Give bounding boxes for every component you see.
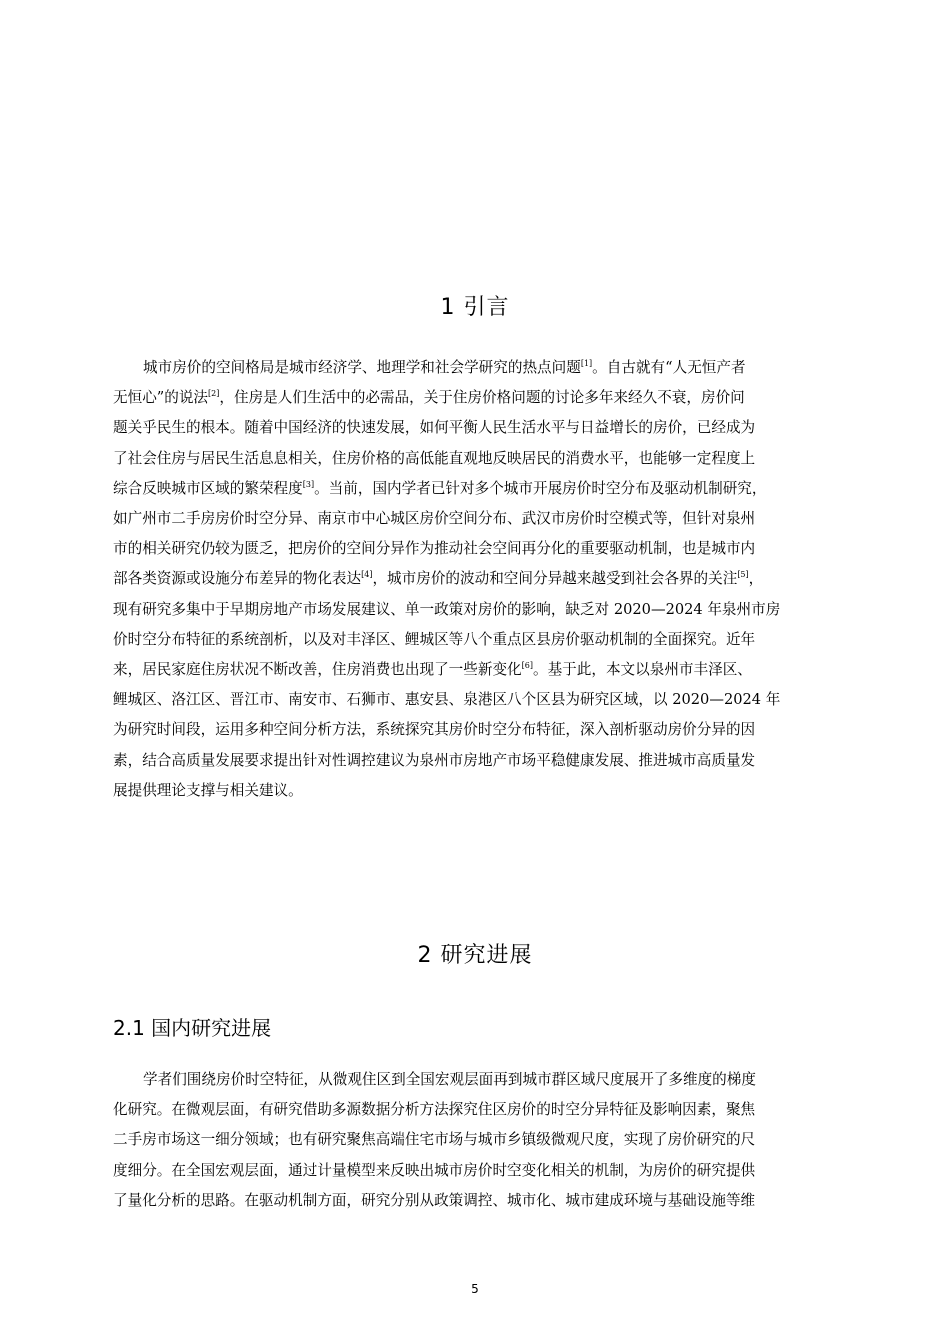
section-2-heading: 2 研究进展 — [417, 943, 533, 968]
text-line — [113, 1186, 865, 1216]
text-line — [113, 1125, 865, 1155]
citation-ref: [4] — [361, 570, 373, 580]
text-run: 部各类资源或设施分布差异的物化表达 — [113, 570, 362, 588]
text-run: 如广州市二手房房价时空分异、南京市中心城区房价空间分布、武汉市房价时空模式等，但针对泉州 — [113, 510, 756, 528]
text-run: 无恒心”的说法 — [113, 389, 209, 407]
text-run: 。基于此，本文以泉州市丰泽区、 — [532, 661, 752, 679]
text-line — [113, 413, 865, 443]
text-run: 了量化分析的思路。在驱动机制方面，研究分别从政策调控、城市化、城市建成环境与基础设施等维 — [113, 1191, 756, 1209]
text-run: 了社会住房与居民生活息息相关，住房价格的高低能直观地反映居民的消费水平，也能够一定程度上 — [113, 449, 756, 467]
text-line — [113, 715, 865, 745]
text-run: 。当前，国内学者已针对多个城市开展房价时空分布及驱动机制研究， — [314, 479, 767, 497]
text-line — [113, 534, 865, 564]
text-run: 来，居民家庭住房状况不断改善，住房消费也出现了一些新变化 — [113, 661, 522, 679]
text-line — [113, 1156, 865, 1186]
section-1-heading: 1 引言 — [440, 295, 510, 320]
text-line — [113, 444, 865, 474]
text-run: 题关乎民生的根本。随着中国经济的快速发展，如何平衡人民生活水平与日益增长的房价，已经成为 — [113, 419, 756, 437]
subsection-2-1-paragraph — [113, 1065, 865, 1216]
page-number: 5 — [471, 1282, 479, 1296]
text-run: 二手房市场这一细分领域；也有研究聚焦高端住宅市场与城市乡镇级微观尺度，实现了房价研究的尺 — [113, 1131, 756, 1149]
text-run: 素，结合高质量发展要求提出针对性调控建议为泉州市房地产市场平稳健康发展、推进城市高质量发 — [113, 751, 756, 769]
text-run: 为研究时间段，运用多种空间分析方法，系统探究其房价时空分布特征，深入剖析驱动房价分异的因 — [113, 721, 756, 739]
text-line — [113, 595, 865, 625]
citation-ref: [3] — [302, 479, 315, 489]
text-line — [113, 655, 865, 685]
text-run: 价时空分布特征的系统剖析，以及对丰泽区、鲤城区等八个重点区县房价驱动机制的全面探究。近年 — [113, 630, 756, 648]
text-run: 现有研究多集中于早期房地产市场发展建议、单一政策对房价的影响，缺乏对 2020—2024 年泉州市房 — [113, 600, 781, 618]
text-line — [113, 474, 865, 504]
section-1-paragraph — [113, 353, 865, 806]
citation-ref: [6] — [521, 661, 533, 671]
text-run: ， — [748, 570, 764, 588]
text-run: 化研究。在微观层面，有研究借助多源数据分析方法探究住区房价的时空分异特征及影响因素，聚焦 — [113, 1101, 756, 1119]
text-run: ，城市房价的波动和空间分异越来越受到社会各界的关注 — [372, 570, 738, 588]
text-run: 展提供理论支撑与相关建议。 — [113, 781, 303, 799]
text-line — [113, 776, 865, 806]
text-run: 综合反映城市区域的繁荣程度 — [113, 479, 303, 497]
citation-ref: [5] — [737, 570, 749, 580]
text-line — [113, 383, 865, 413]
text-line — [113, 353, 865, 383]
text-line — [113, 1095, 865, 1125]
text-run: 城市房价的空间格局是城市经济学、地理学和社会学研究的热点问题 — [143, 359, 581, 376]
text-run: 市的相关研究仍较为匮乏，把房价的空间分异作为推动社会空间再分化的重要驱动机制，也是城市内 — [113, 540, 756, 558]
text-line — [113, 564, 865, 594]
text-line — [113, 625, 865, 655]
citation-ref: [2] — [208, 389, 220, 399]
text-run: ，住房是人们生活中的必需品，关于住房价格问题的讨论多年来经久不衰，房价问 — [219, 389, 745, 407]
text-run: 学者们围绕房价时空特征，从微观住区到全国宏观层面再到城市群区域尺度展开了多维度的梯度 — [143, 1071, 756, 1088]
text-run: 度细分。在全国宏观层面，通过计量模型来反映出城市房价时空变化相关的机制，为房价的研究提供 — [113, 1161, 756, 1179]
text-run: 。自古就有“人无恒产者 — [592, 359, 746, 376]
text-line — [113, 746, 865, 776]
text-line — [113, 1065, 865, 1095]
citation-ref: [1] — [580, 359, 593, 368]
text-line — [113, 504, 865, 534]
text-run: 鲤城区、洛江区、晋江市、南安市、石狮市、惠安县、泉港区八个区县为研究区域，以 2020—2024 年 — [113, 691, 781, 709]
text-line — [113, 685, 865, 715]
subsection-2-1-heading: 2.1 国内研究进展 — [113, 1016, 272, 1040]
